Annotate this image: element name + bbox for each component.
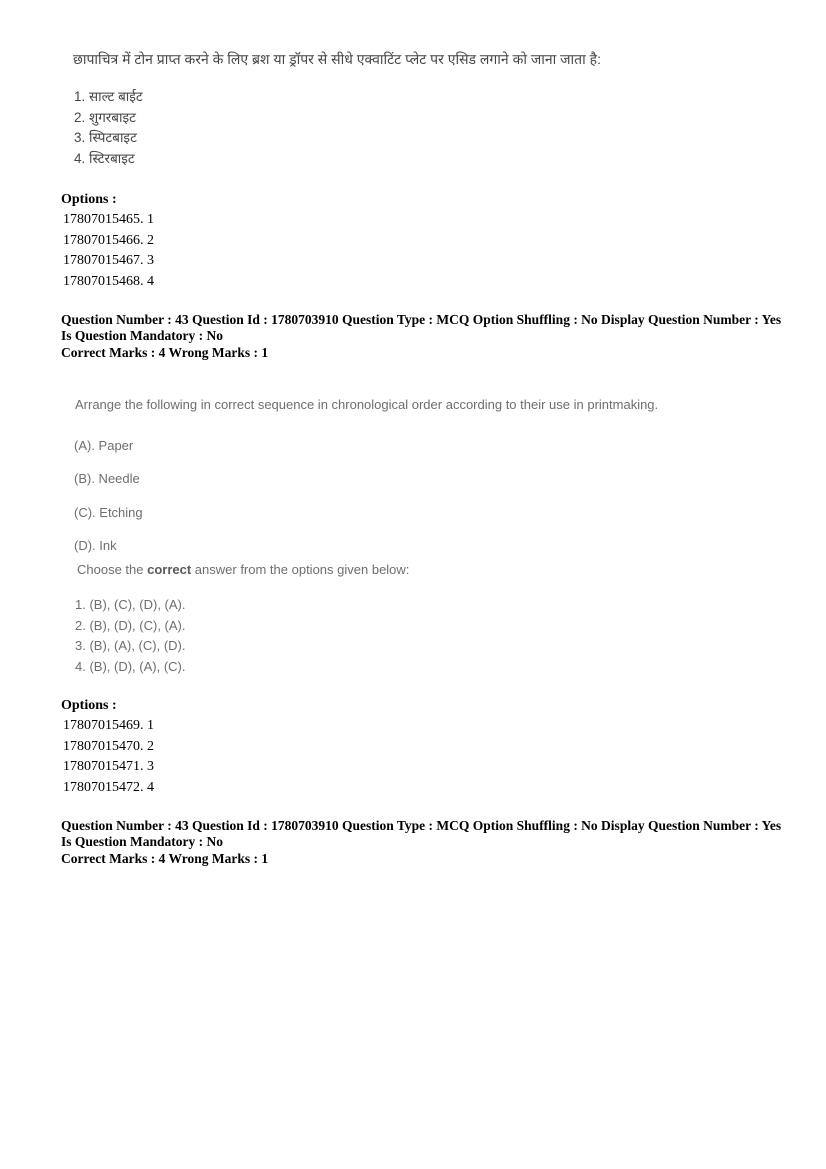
option-id-row: 17807015469. 1 bbox=[63, 718, 154, 733]
question-metadata-2 bbox=[61, 818, 785, 868]
choose-suffix: answer from the options given below: bbox=[191, 562, 410, 577]
english-question-items bbox=[74, 429, 143, 563]
option-id-row: 17807015471. 3 bbox=[63, 759, 154, 774]
hindi-option-4: 4. स्टिरबाइट bbox=[74, 150, 135, 166]
english-option-1: 1. (B), (C), (D), (A). bbox=[75, 597, 186, 612]
hindi-option-3: 3. स्पिटबाइट bbox=[74, 130, 137, 146]
english-option-4: 4. (B), (D), (A), (C). bbox=[75, 658, 186, 674]
metadata-line-1: Question Number : 43 Question Id : 1780703910 Question Type : MCQ Option Shuffling : No Display Question Number : Yes bbox=[61, 312, 782, 327]
hindi-question-text: छापाचित्र में टोन प्राप्त करने के लिए ब्रश या ड्रॉपर से सीधे एक्वाटिंट प्लेट पर एसिड लगाने को जाना जाता है: bbox=[73, 51, 601, 67]
item-c: (C). Etching bbox=[74, 504, 143, 520]
metadata-line-1: Question Number : 43 Question Id : 1780703910 Question Type : MCQ Option Shuffling : No Display Question Number : Yes bbox=[61, 818, 782, 833]
hindi-option-2: 2. शुगरबाइट bbox=[74, 109, 136, 125]
option-id-row: 17807015467. 3 bbox=[63, 253, 154, 268]
choose-correct-line bbox=[77, 562, 409, 577]
item-d: (D). Ink bbox=[74, 538, 117, 554]
question-metadata-1 bbox=[61, 312, 785, 362]
options-id-block-2 bbox=[61, 696, 154, 798]
option-id-row: 17807015472. 4 bbox=[63, 779, 154, 795]
hindi-option-1: 1. साल्ट बाईट bbox=[74, 89, 143, 104]
item-a: (A). Paper bbox=[74, 438, 134, 453]
choose-bold-word: correct bbox=[147, 562, 192, 577]
english-option-2: 2. (B), (D), (C), (A). bbox=[75, 617, 186, 633]
options-id-list bbox=[63, 716, 154, 798]
options-id-list bbox=[63, 210, 154, 292]
options-heading: Options : bbox=[61, 192, 117, 207]
metadata-line-2: Is Question Mandatory : No bbox=[61, 328, 224, 344]
metadata-line-2: Is Question Mandatory : No bbox=[61, 834, 224, 850]
option-id-row: 17807015468. 4 bbox=[63, 273, 154, 289]
marks-line: Correct Marks : 4 Wrong Marks : 1 bbox=[61, 345, 269, 361]
english-question-options bbox=[75, 595, 186, 677]
english-option-3: 3. (B), (A), (C), (D). bbox=[75, 638, 186, 653]
choose-prefix: Choose the bbox=[77, 562, 148, 577]
option-id-row: 17807015466. 2 bbox=[63, 232, 154, 248]
options-id-block-1 bbox=[61, 190, 154, 292]
option-id-row: 17807015465. 1 bbox=[63, 212, 154, 227]
item-b: (B). Needle bbox=[74, 471, 140, 487]
options-heading: Options : bbox=[61, 698, 117, 713]
english-question-text: Arrange the following in correct sequence in chronological order according to their use in printmaking. bbox=[75, 397, 659, 412]
hindi-question-options bbox=[74, 87, 143, 169]
marks-line: Correct Marks : 4 Wrong Marks : 1 bbox=[61, 851, 269, 867]
option-id-row: 17807015470. 2 bbox=[63, 738, 154, 754]
